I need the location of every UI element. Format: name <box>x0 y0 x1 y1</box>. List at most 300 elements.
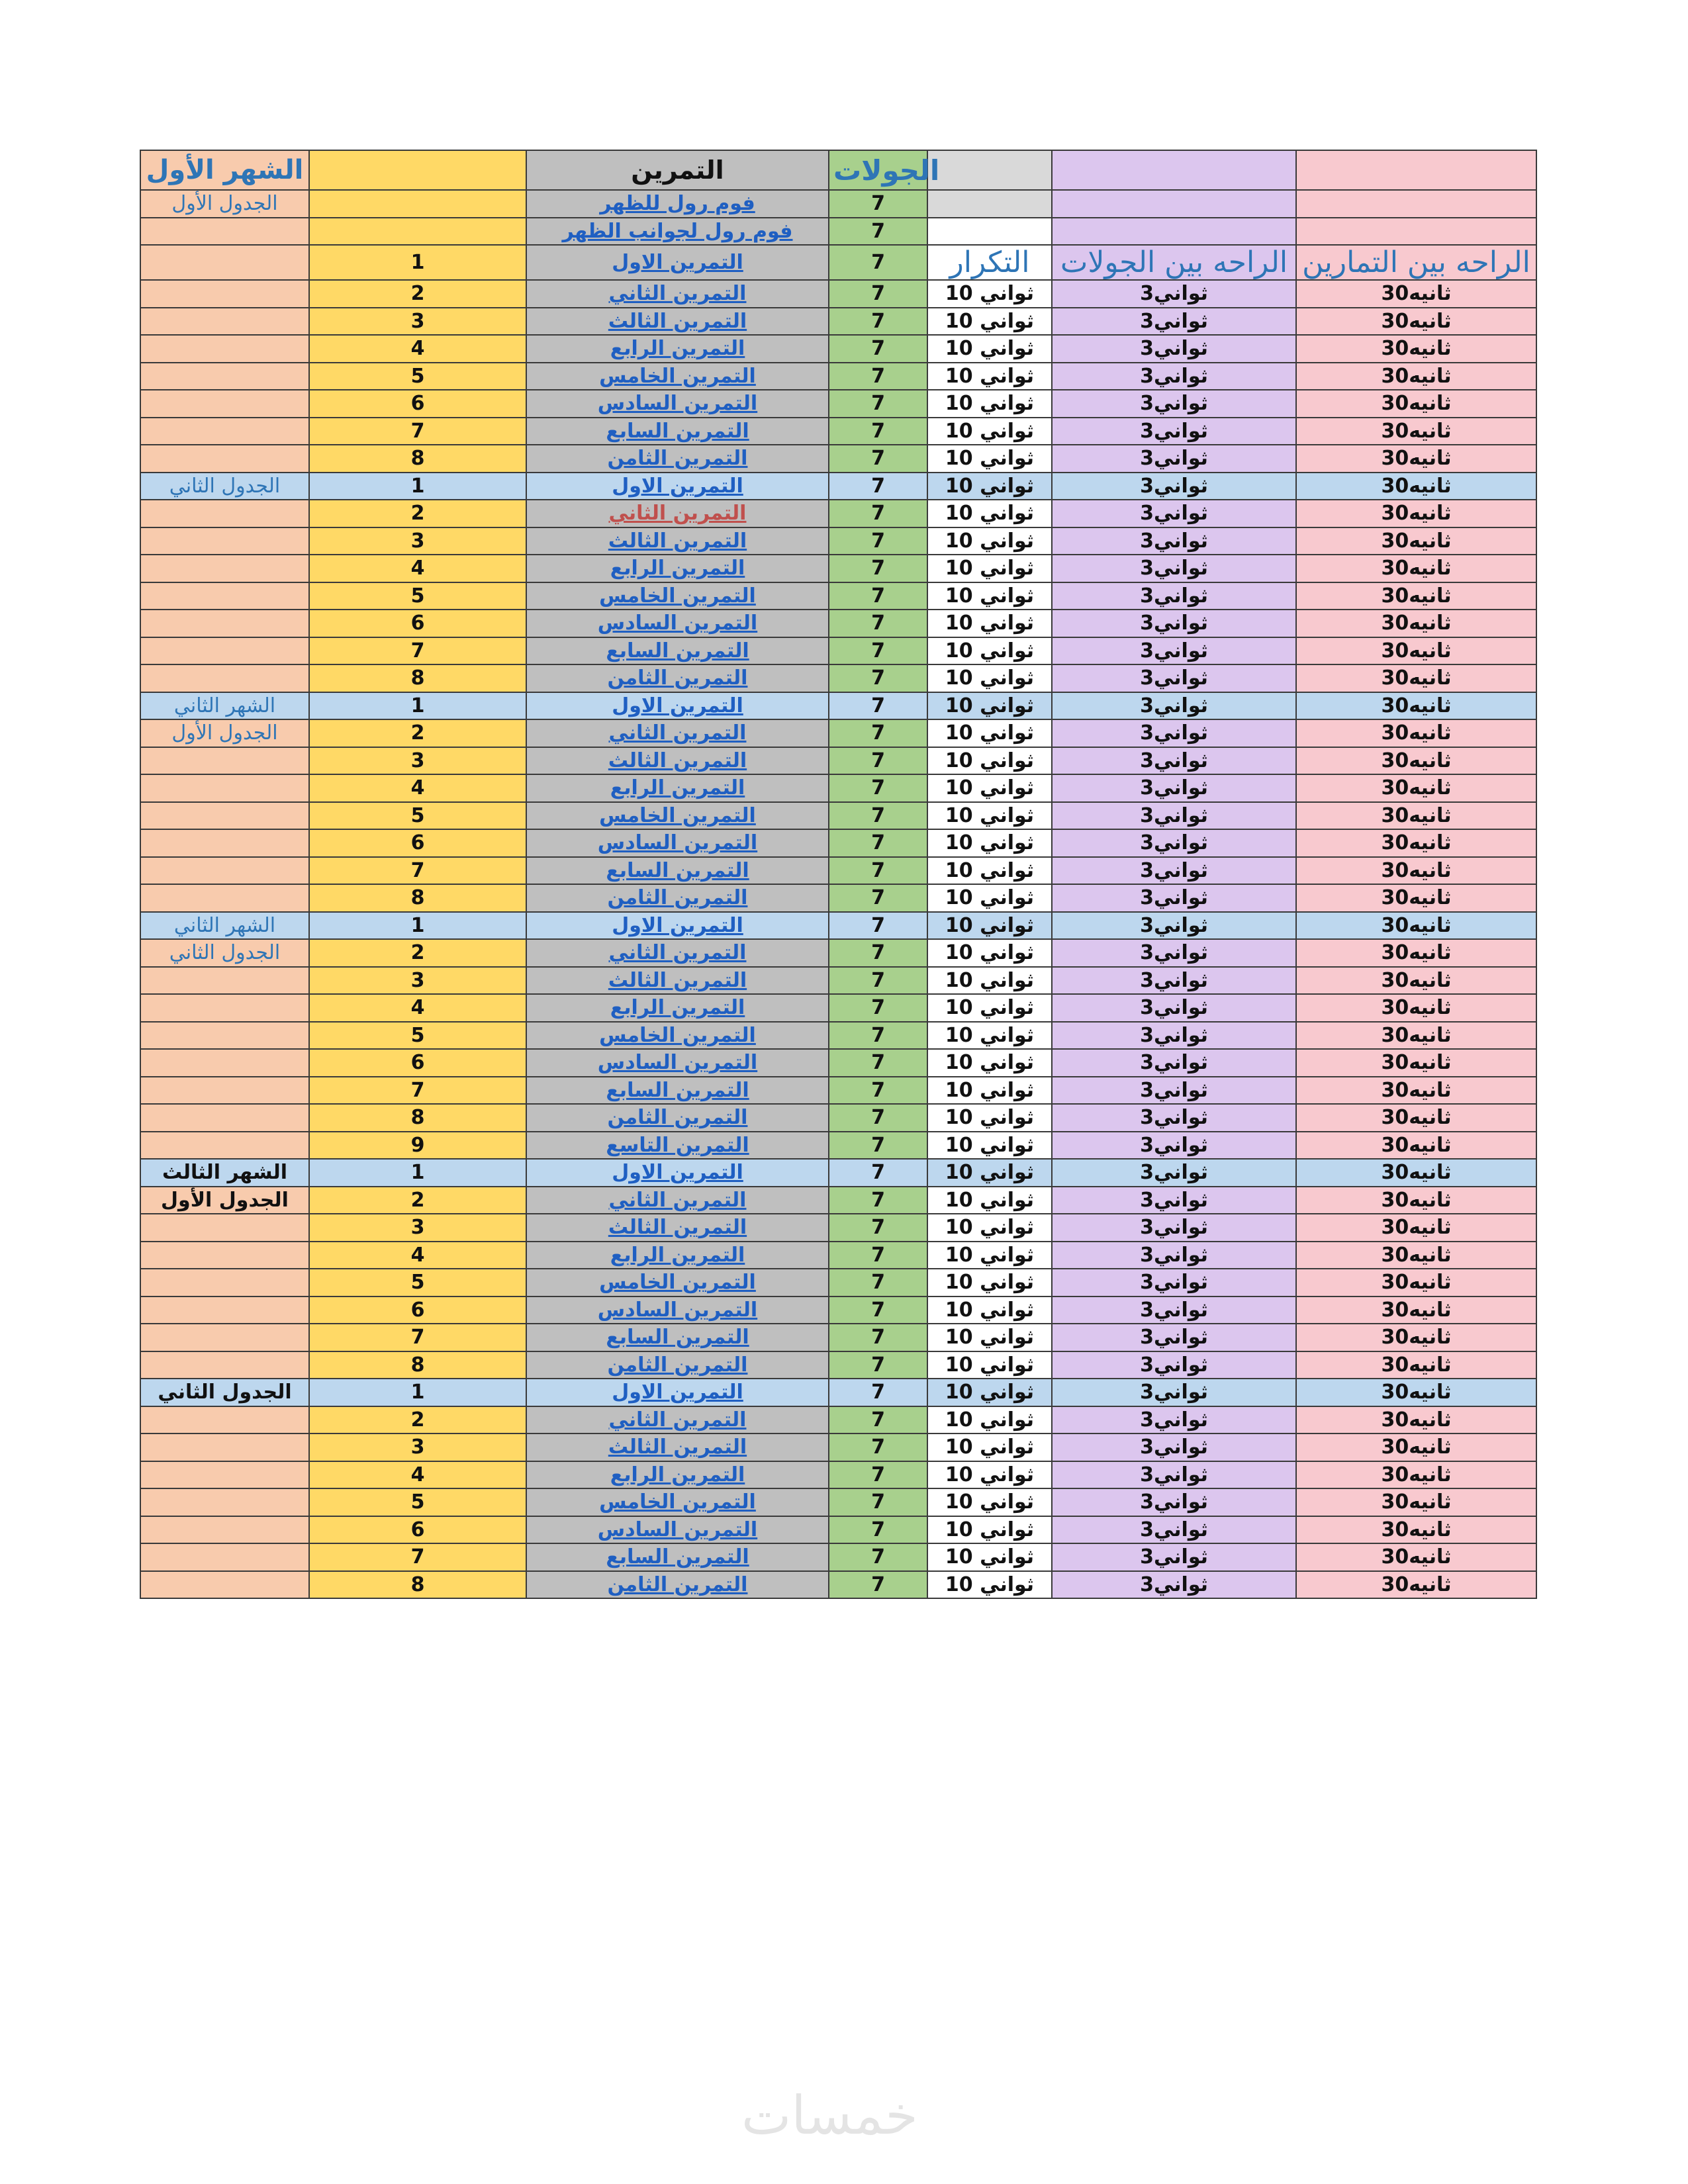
reps-cell <box>927 245 1052 280</box>
exercise-number: 6 <box>410 612 425 635</box>
reps-cell <box>927 829 1052 857</box>
exercise-link[interactable]: التمرين التاسع <box>606 1133 749 1157</box>
exercise-cell <box>526 363 829 390</box>
exercise-link[interactable]: التمرين الخامس <box>599 364 756 388</box>
reps-value: ثواني 10 <box>945 1545 1035 1569</box>
rest-rounds-value: 3ثواني <box>1140 1161 1208 1185</box>
reps-value: ثواني 10 <box>945 447 1035 471</box>
rest-exercises-cell <box>1296 1571 1536 1599</box>
exercise-link[interactable]: التمرين الثالث <box>608 968 747 992</box>
exercise-number-cell <box>309 308 526 336</box>
intro-rest-rounds-cell <box>1052 218 1296 246</box>
rest-exercises-value: 30ثانيه <box>1381 282 1452 306</box>
exercise-link[interactable]: التمرين الثالث <box>608 1435 747 1459</box>
intro-num-cell <box>309 190 526 218</box>
exercise-cell <box>526 1242 829 1269</box>
exercise-link[interactable]: التمرين الرابع <box>610 996 745 1020</box>
exercise-cell <box>526 747 829 775</box>
exercise-link[interactable]: التمرين الخامس <box>599 803 756 827</box>
exercise-number: 2 <box>410 502 425 525</box>
rest-rounds-value: 3ثواني <box>1140 282 1208 306</box>
exercise-link[interactable]: التمرين الاول <box>612 694 743 717</box>
rest-rounds-value: 3ثواني <box>1140 803 1208 827</box>
reps-cell <box>927 1379 1052 1406</box>
rest-rounds-value: 3ثواني <box>1140 1106 1208 1130</box>
rest-exercises-cell <box>1296 637 1536 665</box>
exercise-link[interactable]: التمرين الخامس <box>599 584 756 608</box>
rest-rounds-cell <box>1052 418 1296 445</box>
rest-rounds-cell <box>1052 1077 1296 1105</box>
exercise-cell <box>526 1049 829 1077</box>
exercise-cell <box>526 1516 829 1544</box>
rest-rounds-cell <box>1052 1269 1296 1297</box>
exercise-cell <box>526 1461 829 1489</box>
exercise-number-cell <box>309 1214 526 1242</box>
exercise-number-cell <box>309 994 526 1022</box>
reps-value: ثواني 10 <box>945 721 1035 745</box>
exercise-number-cell <box>309 774 526 802</box>
exercise-number: 2 <box>410 721 425 745</box>
rounds-value: 7 <box>871 219 885 243</box>
rest-rounds-cell <box>1052 1351 1296 1379</box>
rounds-cell <box>829 884 927 912</box>
rest-exercises-value: 30ثانيه <box>1381 529 1452 553</box>
intro-num-cell <box>309 218 526 246</box>
exercise-header <box>526 150 829 190</box>
rounds-cell <box>829 692 927 720</box>
rest-exercises-cell <box>1296 774 1536 802</box>
rounds-value: 7 <box>871 557 885 580</box>
exercise-number-cell <box>309 1543 526 1571</box>
exercise-link[interactable]: التمرين السادس <box>597 1051 758 1075</box>
rounds-value: 7 <box>871 1490 885 1514</box>
rest-exercises-value: 30ثانيه <box>1381 1326 1452 1349</box>
table-row <box>140 1297 1536 1324</box>
rounds-value: 7 <box>871 1161 885 1185</box>
rounds-cell <box>829 308 927 336</box>
rest-rounds-value: 3ثواني <box>1140 502 1208 525</box>
reps-cell <box>927 774 1052 802</box>
rest-exercises-value: 30ثانيه <box>1381 557 1452 580</box>
rounds-value: 7 <box>871 913 885 937</box>
rest-rounds-cell <box>1052 774 1296 802</box>
section-label-cell <box>140 280 309 308</box>
intro-reps-cell <box>927 218 1052 246</box>
exercise-link[interactable]: التمرين الثاني <box>608 1408 747 1432</box>
rest-exercises-value: 30ثانيه <box>1381 1051 1452 1075</box>
exercise-link[interactable]: التمرين الرابع <box>610 1463 745 1486</box>
rounds-value: 7 <box>871 192 885 216</box>
rest-rounds-cell <box>1052 527 1296 555</box>
rounds-value: 7 <box>871 666 885 690</box>
section-label-cell <box>140 1324 309 1351</box>
exercise-cell <box>526 994 829 1022</box>
exercise-link[interactable]: التمرين السابع <box>606 639 749 662</box>
section-label-cell <box>140 308 309 336</box>
rest-exercises-value: 30ثانيه <box>1381 1490 1452 1514</box>
rest-rounds-cell <box>1052 245 1296 280</box>
table-row <box>140 884 1536 912</box>
table-row <box>140 335 1536 363</box>
exercise-number-cell <box>309 1461 526 1489</box>
reps-cell <box>927 747 1052 775</box>
rounds-value: 7 <box>871 1572 885 1596</box>
exercise-link[interactable]: التمرين الثامن <box>607 886 748 910</box>
exercise-link[interactable]: التمرين الرابع <box>610 557 745 580</box>
reps-cell <box>927 1132 1052 1160</box>
rest-exercises-value: 30ثانيه <box>1381 913 1452 937</box>
exercise-link[interactable]: التمرين السادس <box>597 1518 758 1541</box>
exercise-number-cell <box>309 747 526 775</box>
exercise-link[interactable]: التمرين الاول <box>612 913 743 937</box>
reps-cell <box>927 418 1052 445</box>
exercise-cell <box>526 857 829 885</box>
rest-rounds-cell <box>1052 1516 1296 1544</box>
exercise-number: 4 <box>410 776 425 800</box>
rounds-cell <box>829 1297 927 1324</box>
exercise-link[interactable]: التمرين الثالث <box>608 1216 747 1240</box>
table-row <box>140 1406 1536 1434</box>
reps-cell <box>927 994 1052 1022</box>
exercise-number: 4 <box>410 1243 425 1267</box>
rest-exercises-header: الراحه بين التمارين <box>1302 246 1530 279</box>
section-label-cell <box>140 802 309 830</box>
exercise-number: 6 <box>410 1051 425 1075</box>
rounds-cell <box>829 280 927 308</box>
exercise-link[interactable]: التمرين الرابع <box>610 1243 745 1267</box>
rounds-cell <box>829 774 927 802</box>
exercise-link[interactable]: التمرين الثامن <box>607 447 748 471</box>
exercise-link[interactable]: التمرين الثالث <box>608 309 747 333</box>
table-row <box>140 610 1536 637</box>
rest-exercises-value: 30ثانيه <box>1381 776 1452 800</box>
exercise-number: 6 <box>410 831 425 855</box>
exercise-link[interactable]: التمرين السادس <box>597 831 758 855</box>
exercise-link[interactable]: التمرين الاول <box>612 1161 743 1185</box>
rest-rounds-cell <box>1052 1433 1296 1461</box>
rounds-value: 7 <box>871 1133 885 1157</box>
rounds-cell <box>829 245 927 280</box>
rest-exercises-value: 30ثانيه <box>1381 858 1452 882</box>
rounds-value: 7 <box>871 749 885 772</box>
exercise-number-cell <box>309 1516 526 1544</box>
rounds-value: 7 <box>871 364 885 388</box>
exercise-cell <box>526 1214 829 1242</box>
intro-exercise-cell <box>526 218 829 246</box>
reps-value: ثواني 10 <box>945 1353 1035 1377</box>
exercise-number-cell <box>309 473 526 500</box>
table-row <box>140 1187 1536 1214</box>
reps-cell <box>927 1433 1052 1461</box>
reps-value: ثواني 10 <box>945 1023 1035 1047</box>
section-label-cell <box>140 994 309 1022</box>
reps-cell <box>927 1049 1052 1077</box>
rest-rounds-value: 3ثواني <box>1140 831 1208 855</box>
rest-exercises-value: 30ثانيه <box>1381 1133 1452 1157</box>
rest-exercises-value: 30ثانيه <box>1381 612 1452 635</box>
exercise-link[interactable]: التمرين السابع <box>606 1078 749 1102</box>
section-label-cell <box>140 1461 309 1489</box>
rest-exercises-value: 30ثانيه <box>1381 1106 1452 1130</box>
rest-rounds-value: 3ثواني <box>1140 858 1208 882</box>
rest-exercises-value: 30ثانيه <box>1381 1463 1452 1486</box>
rounds-value: 7 <box>871 1463 885 1486</box>
rest-exercises-cell <box>1296 857 1536 885</box>
rounds-value: 7 <box>871 419 885 443</box>
section-label-cell <box>140 774 309 802</box>
rest-exercises-cell <box>1296 1242 1536 1269</box>
rest-rounds-cell <box>1052 582 1296 610</box>
exercise-link[interactable]: التمرين الثامن <box>607 1353 748 1377</box>
exercise-number-cell <box>309 829 526 857</box>
rest-rounds-value: 3ثواني <box>1140 1408 1208 1432</box>
exercise-link[interactable]: التمرين الثاني <box>608 941 747 965</box>
reps-cell <box>927 967 1052 995</box>
exercise-link[interactable]: التمرين السادس <box>597 392 758 416</box>
rest-rounds-cell <box>1052 939 1296 967</box>
rest-rounds-header: الراحه بين الجولات <box>1060 246 1288 279</box>
rest-exercises-value: 30ثانيه <box>1381 419 1452 443</box>
reps-value: ثواني 10 <box>945 612 1035 635</box>
rest-exercises-value: 30ثانيه <box>1381 721 1452 745</box>
exercise-cell <box>526 610 829 637</box>
exercise-link[interactable]: التمرين الاول <box>612 251 743 274</box>
exercise-number-cell <box>309 335 526 363</box>
exercise-link[interactable]: التمرين الثالث <box>608 529 747 553</box>
intro-rest-rounds-cell <box>1052 190 1296 218</box>
rest-exercises-cell <box>1296 473 1536 500</box>
table-row <box>140 280 1536 308</box>
exercise-link[interactable]: التمرين الخامس <box>599 1023 756 1047</box>
exercise-link[interactable]: التمرين الاول <box>612 1381 743 1404</box>
reps-cell <box>927 1159 1052 1187</box>
exercise-number: 5 <box>410 1023 425 1047</box>
rounds-cell <box>829 802 927 830</box>
rest-exercises-value: 30ثانيه <box>1381 666 1452 690</box>
exercise-number: 6 <box>410 1298 425 1322</box>
rest-rounds-cell <box>1052 1379 1296 1406</box>
exercise-link[interactable]: التمرين الرابع <box>610 337 745 361</box>
rest-rounds-value: 3ثواني <box>1140 941 1208 965</box>
rounds-value: 7 <box>871 1435 885 1459</box>
rounds-value: 7 <box>871 1545 885 1569</box>
reps-cell <box>927 1022 1052 1050</box>
reps-value: ثواني 10 <box>945 1106 1035 1130</box>
rounds-header <box>829 150 940 190</box>
rest-rounds-cell <box>1052 637 1296 665</box>
rounds-cell <box>829 610 927 637</box>
rest-exercises-cell <box>1296 500 1536 527</box>
rest-rounds-cell <box>1052 1543 1296 1571</box>
reps-value: ثواني 10 <box>945 749 1035 772</box>
exercise-link[interactable]: التمرين الثامن <box>607 1572 748 1596</box>
exercise-link[interactable]: التمرين السابع <box>606 1545 749 1569</box>
workout-table <box>140 150 1537 1599</box>
rest-rounds-value: 3ثواني <box>1140 1490 1208 1514</box>
rest-rounds-cell <box>1052 912 1296 940</box>
section-label-cell <box>140 500 309 527</box>
rest-rounds-value: 3ثواني <box>1140 1298 1208 1322</box>
exercise-cell <box>526 390 829 418</box>
rest-rounds-value: 3ثواني <box>1140 1271 1208 1295</box>
rest-rounds-cell <box>1052 692 1296 720</box>
reps-value: ثواني 10 <box>945 419 1035 443</box>
exercise-number: 7 <box>410 1078 425 1102</box>
rounds-value: 7 <box>871 502 885 525</box>
exercise-link[interactable]: التمرين السابع <box>606 419 749 443</box>
exercise-link[interactable]: التمرين السابع <box>606 1326 749 1349</box>
exercise-cell <box>526 664 829 692</box>
table-row <box>140 857 1536 885</box>
rest-rounds-cell <box>1052 1049 1296 1077</box>
reps-value: ثواني 10 <box>945 1243 1035 1267</box>
rounds-value: 7 <box>871 529 885 553</box>
section-label-cell <box>140 1022 309 1050</box>
rest-rounds-cell <box>1052 1132 1296 1160</box>
exercise-number-cell <box>309 390 526 418</box>
rest-exercises-cell <box>1296 1488 1536 1516</box>
exercise-number: 1 <box>410 1161 425 1185</box>
exercise-cell <box>526 418 829 445</box>
rounds-cell <box>829 1022 927 1050</box>
intro-exercise-cell <box>526 190 829 218</box>
reps-value: ثواني 10 <box>945 1326 1035 1349</box>
exercise-link[interactable]: التمرين الثاني <box>608 721 747 745</box>
rest-rounds-cell <box>1052 473 1296 500</box>
rest-exercises-cell <box>1296 390 1536 418</box>
rest-exercises-value: 30ثانيه <box>1381 694 1452 717</box>
exercise-cell <box>526 582 829 610</box>
rounds-cell <box>829 500 927 527</box>
section-label-cell <box>140 245 309 280</box>
exercise-link[interactable]: التمرين الرابع <box>610 776 745 800</box>
rest-exercises-cell <box>1296 1022 1536 1050</box>
section-label-cell <box>140 555 309 582</box>
exercise-link[interactable]: التمرين السابع <box>606 858 749 882</box>
rest-rounds-value: 3ثواني <box>1140 474 1208 498</box>
section-label-cell <box>140 1187 309 1214</box>
exercise-link[interactable]: التمرين الخامس <box>599 1271 756 1295</box>
intro-label: الجدول الأول <box>171 192 278 216</box>
rounds-value: 7 <box>871 282 885 306</box>
exercise-number-cell <box>309 555 526 582</box>
section-label: الجدول الثاني <box>158 1381 292 1404</box>
rounds-header-text: الجولات <box>833 154 940 187</box>
rest-exercises-value: 30ثانيه <box>1381 803 1452 827</box>
exercise-link[interactable]: فوم رول لجوانب الظهر <box>562 219 793 243</box>
exercise-number: 7 <box>410 1545 425 1569</box>
table-row <box>140 664 1536 692</box>
exercise-link[interactable]: التمرين الثاني <box>608 282 747 306</box>
reps-value: ثواني 10 <box>945 1161 1035 1185</box>
exercise-link[interactable]: فوم رول للظهر <box>600 192 755 216</box>
reps-value: ثواني 10 <box>945 364 1035 388</box>
rest-rounds-cell <box>1052 445 1296 473</box>
section-label-cell <box>140 1543 309 1571</box>
rounds-cell <box>829 637 927 665</box>
table-row <box>140 747 1536 775</box>
rest-exercises-cell <box>1296 829 1536 857</box>
reps-value: ثواني 10 <box>945 1051 1035 1075</box>
exercise-link[interactable]: التمرين الثاني <box>608 1188 747 1212</box>
exercise-link[interactable]: التمرين الخامس <box>599 1490 756 1514</box>
rest-rounds-cell <box>1052 500 1296 527</box>
rest-exercises-value: 30ثانيه <box>1381 1216 1452 1240</box>
rounds-cell <box>829 857 927 885</box>
section-label-cell <box>140 747 309 775</box>
reps-header-blank <box>927 150 1052 190</box>
rest-exercises-value: 30ثانيه <box>1381 1023 1452 1047</box>
exercise-link[interactable]: التمرين الثاني <box>608 502 747 525</box>
section-label: الجدول الأول <box>171 721 278 745</box>
rest-rounds-cell <box>1052 1159 1296 1187</box>
exercise-number: 3 <box>410 968 425 992</box>
exercise-link[interactable]: التمرين السادس <box>597 1298 758 1322</box>
rest-exercises-value: 30ثانيه <box>1381 639 1452 662</box>
rest-exercises-value: 30ثانيه <box>1381 1243 1452 1267</box>
rest-exercises-cell <box>1296 994 1536 1022</box>
watermark-logo: خمسات <box>741 2085 918 2146</box>
table-row <box>140 1132 1536 1160</box>
rounds-cell <box>829 912 927 940</box>
rest-exercises-cell <box>1296 1379 1536 1406</box>
rest-exercises-value: 30ثانيه <box>1381 749 1452 772</box>
exercise-number: 5 <box>410 1271 425 1295</box>
reps-value: ثواني 10 <box>945 529 1035 553</box>
rest-rounds-value: 3ثواني <box>1140 694 1208 717</box>
exercise-number: 8 <box>410 1353 425 1377</box>
exercise-number: 3 <box>410 529 425 553</box>
exercise-link[interactable]: التمرين الاول <box>612 474 743 498</box>
reps-cell <box>927 857 1052 885</box>
rest-exercises-cell <box>1296 1269 1536 1297</box>
reps-value: ثواني 10 <box>945 1463 1035 1486</box>
rounds-value: 7 <box>871 639 885 662</box>
exercise-link[interactable]: التمرين الثالث <box>608 749 747 772</box>
rest-exercises-cell <box>1296 1187 1536 1214</box>
exercise-cell <box>526 802 829 830</box>
exercise-cell <box>526 500 829 527</box>
rest-rounds-value: 3ثواني <box>1140 1545 1208 1569</box>
rest-exercises-cell <box>1296 939 1536 967</box>
rest-rounds-value: 3ثواني <box>1140 447 1208 471</box>
reps-value: ثواني 10 <box>945 1408 1035 1432</box>
reps-value: ثواني 10 <box>945 1271 1035 1295</box>
table-row <box>140 390 1536 418</box>
rest-rounds-value: 3ثواني <box>1140 1435 1208 1459</box>
exercise-link[interactable]: التمرين الثامن <box>607 666 748 690</box>
intro-rounds-cell <box>829 190 927 218</box>
reps-value: ثواني 10 <box>945 1381 1035 1404</box>
reps-value: ثواني 10 <box>945 776 1035 800</box>
intro-reps-cell <box>927 190 1052 218</box>
rounds-cell <box>829 967 927 995</box>
exercise-link[interactable]: التمرين السادس <box>597 612 758 635</box>
rounds-cell <box>829 994 927 1022</box>
exercise-cell <box>526 280 829 308</box>
exercise-number-cell <box>309 1324 526 1351</box>
exercise-number-cell <box>309 418 526 445</box>
rest-exercises-cell <box>1296 582 1536 610</box>
reps-cell <box>927 1269 1052 1297</box>
rest-exercises-cell <box>1296 280 1536 308</box>
rest-exercises-cell <box>1296 1543 1536 1571</box>
rest-exercises-cell <box>1296 1104 1536 1132</box>
exercise-cell <box>526 1269 829 1297</box>
section-label-cell <box>140 1379 309 1406</box>
exercise-link[interactable]: التمرين الثامن <box>607 1106 748 1130</box>
section-label-cell <box>140 1571 309 1599</box>
